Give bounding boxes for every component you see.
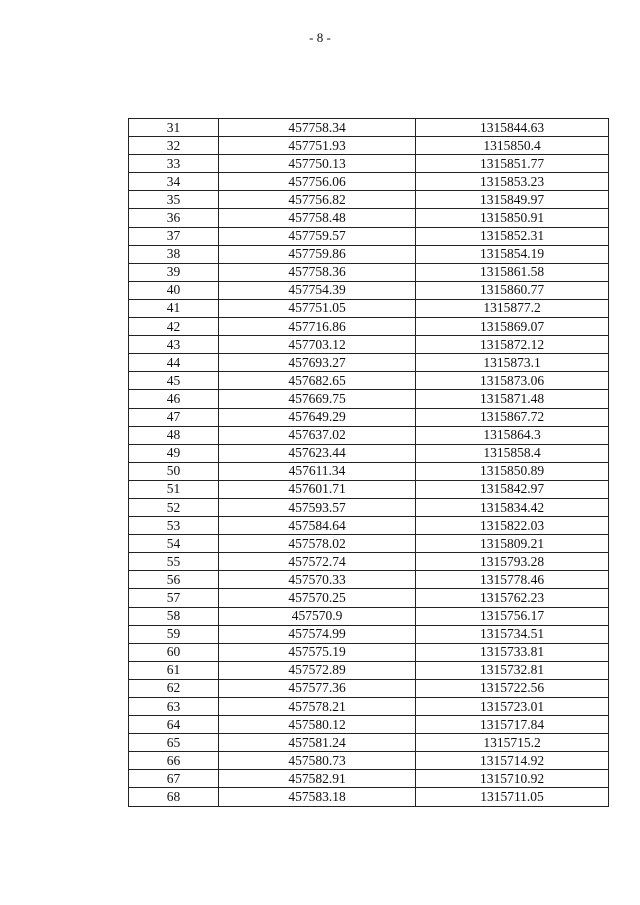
point-number-cell: 52 — [129, 498, 219, 516]
x-coordinate-cell: 457570.9 — [219, 607, 416, 625]
table-row — [129, 318, 609, 336]
table-row — [129, 734, 609, 752]
table-row — [129, 426, 609, 444]
y-coordinate-cell: 1315860.77 — [416, 281, 609, 299]
page-number: - 8 - — [309, 30, 331, 45]
y-coordinate-cell: 1315715.2 — [416, 734, 609, 752]
y-coordinate-cell: 1315793.28 — [416, 553, 609, 571]
x-coordinate-cell: 457578.21 — [219, 698, 416, 716]
table-row — [129, 625, 609, 643]
point-number-cell: 62 — [129, 679, 219, 697]
x-coordinate-cell: 457584.64 — [219, 517, 416, 535]
y-coordinate-cell: 1315853.23 — [416, 173, 609, 191]
table-row — [129, 770, 609, 788]
y-coordinate-cell: 1315873.1 — [416, 354, 609, 372]
y-coordinate-cell: 1315872.12 — [416, 336, 609, 354]
x-coordinate-cell: 457756.06 — [219, 173, 416, 191]
x-coordinate-cell: 457570.25 — [219, 589, 416, 607]
point-number-cell: 67 — [129, 770, 219, 788]
point-number-cell: 55 — [129, 553, 219, 571]
x-coordinate-cell: 457574.99 — [219, 625, 416, 643]
y-coordinate-cell: 1315734.51 — [416, 625, 609, 643]
point-number-cell: 32 — [129, 137, 219, 155]
point-number-cell: 58 — [129, 607, 219, 625]
table-row — [129, 535, 609, 553]
table-row — [129, 752, 609, 770]
x-coordinate-cell: 457703.12 — [219, 336, 416, 354]
table-row — [129, 354, 609, 372]
table-row — [129, 643, 609, 661]
y-coordinate-cell: 1315732.81 — [416, 661, 609, 679]
y-coordinate-cell: 1315850.91 — [416, 209, 609, 227]
x-coordinate-cell: 457649.29 — [219, 408, 416, 426]
y-coordinate-cell: 1315858.4 — [416, 444, 609, 462]
x-coordinate-cell: 457682.65 — [219, 372, 416, 390]
x-coordinate-cell: 457578.02 — [219, 535, 416, 553]
y-coordinate-cell: 1315877.2 — [416, 299, 609, 317]
table-row — [129, 480, 609, 498]
table-row — [129, 408, 609, 426]
table-row — [129, 263, 609, 281]
x-coordinate-cell: 457593.57 — [219, 498, 416, 516]
point-number-cell: 50 — [129, 462, 219, 480]
table-row — [129, 209, 609, 227]
y-coordinate-cell: 1315864.3 — [416, 426, 609, 444]
y-coordinate-cell: 1315850.89 — [416, 462, 609, 480]
point-number-cell: 54 — [129, 535, 219, 553]
coordinates-table-body — [129, 119, 609, 807]
table-row — [129, 191, 609, 209]
y-coordinate-cell: 1315723.01 — [416, 698, 609, 716]
y-coordinate-cell: 1315851.77 — [416, 155, 609, 173]
x-coordinate-cell: 457575.19 — [219, 643, 416, 661]
point-number-cell: 68 — [129, 788, 219, 806]
x-coordinate-cell: 457669.75 — [219, 390, 416, 408]
y-coordinate-cell: 1315711.05 — [416, 788, 609, 806]
point-number-cell: 65 — [129, 734, 219, 752]
point-number-cell: 40 — [129, 281, 219, 299]
x-coordinate-cell: 457582.91 — [219, 770, 416, 788]
table-row — [129, 299, 609, 317]
point-number-cell: 48 — [129, 426, 219, 444]
y-coordinate-cell: 1315717.84 — [416, 716, 609, 734]
x-coordinate-cell: 457570.33 — [219, 571, 416, 589]
point-number-cell: 34 — [129, 173, 219, 191]
point-number-cell: 36 — [129, 209, 219, 227]
table-row — [129, 155, 609, 173]
point-number-cell: 51 — [129, 480, 219, 498]
coordinates-table — [128, 118, 609, 807]
x-coordinate-cell: 457611.34 — [219, 462, 416, 480]
table-row — [129, 372, 609, 390]
point-number-cell: 37 — [129, 227, 219, 245]
table-row — [129, 173, 609, 191]
x-coordinate-cell: 457580.12 — [219, 716, 416, 734]
y-coordinate-cell: 1315869.07 — [416, 318, 609, 336]
point-number-cell: 61 — [129, 661, 219, 679]
y-coordinate-cell: 1315873.06 — [416, 372, 609, 390]
x-coordinate-cell: 457716.86 — [219, 318, 416, 336]
y-coordinate-cell: 1315756.17 — [416, 607, 609, 625]
x-coordinate-cell: 457572.89 — [219, 661, 416, 679]
point-number-cell: 63 — [129, 698, 219, 716]
y-coordinate-cell: 1315710.92 — [416, 770, 609, 788]
table-row — [129, 281, 609, 299]
y-coordinate-cell: 1315714.92 — [416, 752, 609, 770]
y-coordinate-cell: 1315722.56 — [416, 679, 609, 697]
y-coordinate-cell: 1315762.23 — [416, 589, 609, 607]
point-number-cell: 43 — [129, 336, 219, 354]
point-number-cell: 42 — [129, 318, 219, 336]
x-coordinate-cell: 457572.74 — [219, 553, 416, 571]
x-coordinate-cell: 457751.93 — [219, 137, 416, 155]
point-number-cell: 39 — [129, 263, 219, 281]
point-number-cell: 57 — [129, 589, 219, 607]
x-coordinate-cell: 457754.39 — [219, 281, 416, 299]
point-number-cell: 59 — [129, 625, 219, 643]
x-coordinate-cell: 457759.86 — [219, 245, 416, 263]
point-number-cell: 60 — [129, 643, 219, 661]
x-coordinate-cell: 457758.34 — [219, 119, 416, 137]
x-coordinate-cell: 457756.82 — [219, 191, 416, 209]
point-number-cell: 33 — [129, 155, 219, 173]
table-row — [129, 137, 609, 155]
x-coordinate-cell: 457601.71 — [219, 480, 416, 498]
table-row — [129, 498, 609, 516]
y-coordinate-cell: 1315834.42 — [416, 498, 609, 516]
point-number-cell: 47 — [129, 408, 219, 426]
x-coordinate-cell: 457623.44 — [219, 444, 416, 462]
table-row — [129, 553, 609, 571]
point-number-cell: 49 — [129, 444, 219, 462]
x-coordinate-cell: 457577.36 — [219, 679, 416, 697]
x-coordinate-cell: 457693.27 — [219, 354, 416, 372]
y-coordinate-cell: 1315842.97 — [416, 480, 609, 498]
y-coordinate-cell: 1315778.46 — [416, 571, 609, 589]
y-coordinate-cell: 1315822.03 — [416, 517, 609, 535]
point-number-cell: 35 — [129, 191, 219, 209]
y-coordinate-cell: 1315861.58 — [416, 263, 609, 281]
y-coordinate-cell: 1315733.81 — [416, 643, 609, 661]
table-row — [129, 607, 609, 625]
table-row — [129, 661, 609, 679]
point-number-cell: 56 — [129, 571, 219, 589]
y-coordinate-cell: 1315850.4 — [416, 137, 609, 155]
y-coordinate-cell: 1315871.48 — [416, 390, 609, 408]
table-row — [129, 444, 609, 462]
table-row — [129, 698, 609, 716]
x-coordinate-cell: 457637.02 — [219, 426, 416, 444]
table-row — [129, 788, 609, 806]
point-number-cell: 38 — [129, 245, 219, 263]
x-coordinate-cell: 457759.57 — [219, 227, 416, 245]
table-row — [129, 571, 609, 589]
table-row — [129, 227, 609, 245]
point-number-cell: 64 — [129, 716, 219, 734]
table-row — [129, 462, 609, 480]
point-number-cell: 46 — [129, 390, 219, 408]
x-coordinate-cell: 457750.13 — [219, 155, 416, 173]
x-coordinate-cell: 457758.48 — [219, 209, 416, 227]
table-row — [129, 390, 609, 408]
y-coordinate-cell: 1315849.97 — [416, 191, 609, 209]
point-number-cell: 66 — [129, 752, 219, 770]
y-coordinate-cell: 1315854.19 — [416, 245, 609, 263]
y-coordinate-cell: 1315852.31 — [416, 227, 609, 245]
point-number-cell: 44 — [129, 354, 219, 372]
x-coordinate-cell: 457580.73 — [219, 752, 416, 770]
y-coordinate-cell: 1315867.72 — [416, 408, 609, 426]
y-coordinate-cell: 1315809.21 — [416, 535, 609, 553]
x-coordinate-cell: 457751.05 — [219, 299, 416, 317]
y-coordinate-cell: 1315844.63 — [416, 119, 609, 137]
table-row — [129, 716, 609, 734]
table-row — [129, 589, 609, 607]
x-coordinate-cell: 457758.36 — [219, 263, 416, 281]
point-number-cell: 31 — [129, 119, 219, 137]
table-row — [129, 119, 609, 137]
x-coordinate-cell: 457581.24 — [219, 734, 416, 752]
point-number-cell: 41 — [129, 299, 219, 317]
table-row — [129, 679, 609, 697]
table-row — [129, 336, 609, 354]
point-number-cell: 53 — [129, 517, 219, 535]
table-row — [129, 245, 609, 263]
x-coordinate-cell: 457583.18 — [219, 788, 416, 806]
point-number-cell: 45 — [129, 372, 219, 390]
table-row — [129, 517, 609, 535]
